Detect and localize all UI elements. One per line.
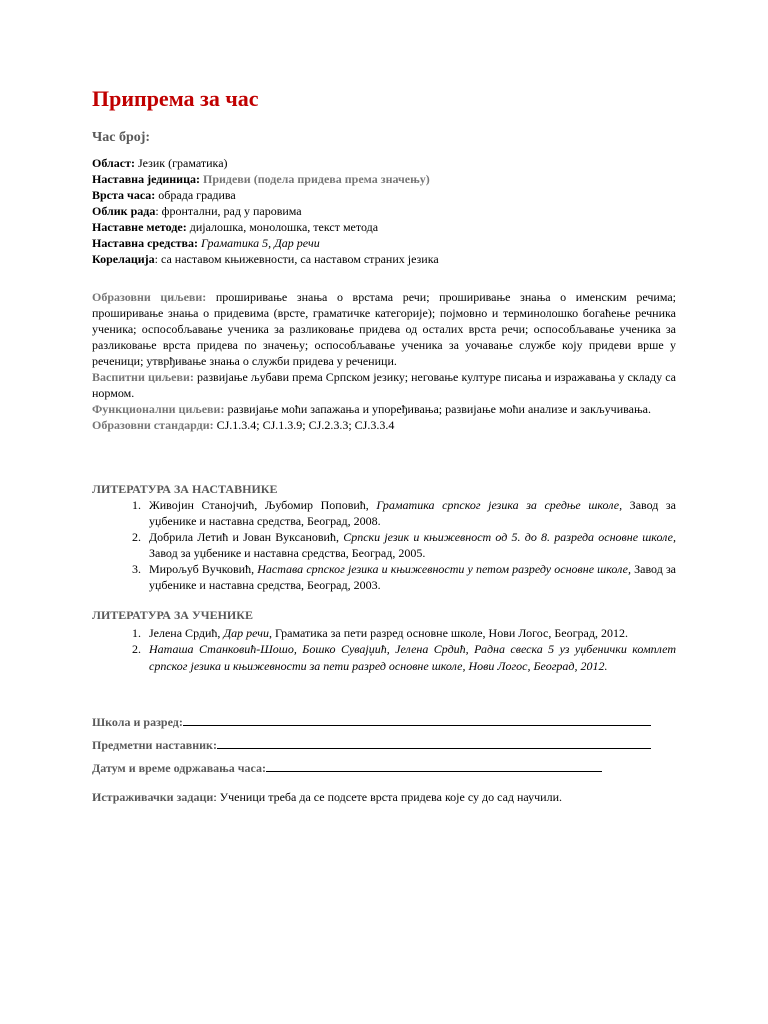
lesson-number-label: Час број: <box>92 130 151 145</box>
date-time-line[interactable] <box>266 759 602 772</box>
form-fields <box>92 713 676 782</box>
page-title: Припрема за час <box>92 86 259 111</box>
list-item: 3. Мирољуб Вучковић, Настава српског језика и књижевности у петом разреду основне школе, Завод за уџбенике и наставна средства, Београд, 2003. <box>132 562 677 592</box>
meta-methods: Наставне методе: дијалошка, монолошка, текст метода <box>92 220 379 234</box>
educational-standards: Образовни стандарди: CJ.1.3.4; CJ.1.3.9; CJ.2.3.3; CJ.3.3.4 <box>92 418 395 432</box>
meta-correlation: Корелација: са наставом књижевности, са наставом страних језика <box>92 252 439 266</box>
lesson-meta <box>92 155 676 267</box>
functional-goals: Функционални циљеви: развијање моћи запажања и упоређивања; развијање моћи анализе и закључивања. <box>92 402 651 416</box>
teacher-field[interactable]: Предметни наставник: <box>92 736 676 759</box>
list-item: 2. Наташа Станковић-Шошо, Бошко Сувајџић, Јелена Срдић, Радна свеска 5 уз уџбенички комплет српског језика и књижевности за пети разред основне школе, Нови Логос, Београд, 2012. <box>132 642 676 673</box>
meta-work-form: Облик рада: фронтални, рад у паровима <box>92 204 302 218</box>
list-item: 1. Јелена Срдић, Дар речи, Граматика за пети разред основне школе, Нови Логос, Београд, 2012. <box>132 626 628 640</box>
date-time-field[interactable]: Датум и време одржавања часа: <box>92 759 676 782</box>
school-grade-field[interactable]: Школа и разред: <box>92 713 676 736</box>
teacher-line[interactable] <box>217 736 651 749</box>
goals-section <box>92 289 676 433</box>
meta-materials: Наставна средства: Граматика 5, Дар речи <box>92 236 320 250</box>
list-item: 1. Живојин Станојчић, Љубомир Поповић, Граматика српског језика за средње школе, Завод за уџбенике и наставна средства, Београд, 2008. <box>132 498 676 528</box>
school-grade-line[interactable] <box>183 713 651 726</box>
teacher-literature-list <box>92 497 676 593</box>
list-item: 2. Добрила Летић и Јован Вуксановић, Српски језик и књижевност од 5. до 8. разреда основне школе, Завод за уџбенике и наставна средства, Београд, 2005. <box>132 530 677 560</box>
meta-lesson-type: Врста часа: обрада градива <box>92 188 236 202</box>
student-literature-heading: ЛИТЕРАТУРА ЗА УЧЕНИКЕ <box>92 608 253 622</box>
meta-area: Област: Језик (граматика) <box>92 156 228 170</box>
student-literature-list <box>92 625 676 675</box>
research-tasks: Истраживачки задаци: Ученици треба да се подсете врста придева које су до сад научили. <box>92 790 563 804</box>
teacher-literature-heading: ЛИТЕРАТУРА ЗА НАСТАВНИКЕ <box>92 482 278 496</box>
educational-goals: Образовни циљеви: проширивање знања о врстама речи; проширивање знања о именским речима; проширивање знања о придевима (врсте, граматичке категорије); појмовно и терминолошко богаћење речника ученика; оспособљавање ученика за разликовање придева од осталих врста речи; оспособљавање ученика за разликовање врста придева по значењу; оспособљавање ученика за уочавање службе коју придеви врше у реченици; утврђивање знања о служби придева у реченици. <box>92 290 676 368</box>
meta-unit: Наставна јединица: Придеви (подела придева према значењу) <box>92 172 430 186</box>
upbringing-goals: Васпитни циљеви: развијање љубави према Српском језику; неговање културе писања и изражавања у складу са нормом. <box>92 370 676 400</box>
